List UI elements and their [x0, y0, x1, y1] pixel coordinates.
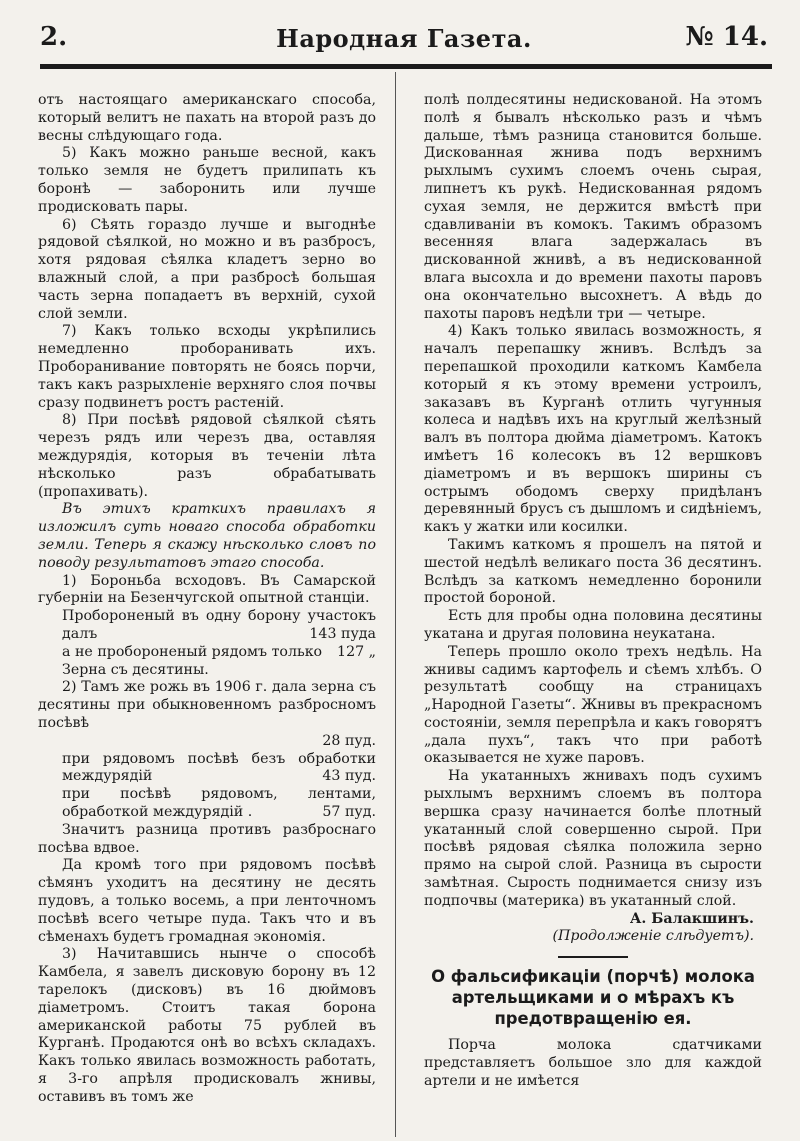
paragraph: Да кромѣ того при рядовомъ посѣвѣ сѣмянъ уходитъ на десятину не десять пудовъ, а только восемь, а при ленточномъ посѣвѣ всего четыре пуда. Такъ что и въ сѣменахъ будетъ громадная экономія.	[38, 857, 376, 945]
paragraph: 1) Бороньба всходовъ. Въ Самарской губерніи на Безенчугской опытной станціи.	[38, 572, 376, 607]
continuation-note: (Продолженіе слѣдуетъ).	[552, 928, 754, 945]
paragraph: 6) Сѣять гораздо лучше и выгоднѣе рядовой сѣялкой, но можно и въ разбросъ, хотя рядовая сѣялка кладетъ зерно во влажный слой, а при разбросѣ большая часть зерна попадаетъ въ верхній, сухой слой земли.	[38, 216, 376, 322]
paragraph: 4) Какъ только явилась возможность, я началъ перепашку жнивъ. Вслѣдъ за перепашкой проходили каткомъ Камбела который я къ этому времени устроилъ, заказавъ въ Курганѣ отлить чугунныя колеса и надѣвъ ихъ на круглый желѣзный валъ въ полтора дюйма діаметромъ. Катокъ имѣетъ 16 колесокъ въ 12 вершковъ діаметромъ и въ вершокъ ширины съ острымъ ободомъ сверху придѣланъ деревянный брусъ съ дышломъ и сидѣніемъ, какъ у жатки или косилки.	[424, 323, 762, 536]
paragraph: Теперь прошло около трехъ недѣль. На жнивы садимъ картофель и сѣемъ хлѣбъ. О результатѣ сообщу на страницахъ „Народной Газеты“. Жнивы въ прекрасномъ состояніи, земля перепрѣла и какъ говорятъ „дала пухъ“, такъ что при работѣ оказывается не хуже паровъ.	[424, 643, 762, 767]
column-divider	[395, 72, 396, 1137]
paragraph: 2) Тамъ же рожь въ 1906 г. дала зерна съ десятины при обыкновенномъ разбросномъ посѣвѣ	[38, 679, 376, 731]
paragraph: 8) При посѣвѣ рядовой сѣялкой сѣять черезъ рядъ или черезъ два, оставляя междурядія, которыя въ теченіи лѣта нѣсколько разъ обрабатывать (пропахивать).	[38, 412, 376, 500]
paragraph: Порча молока сдатчиками представляетъ большое зло для каждой артели и не имѣется	[424, 1037, 762, 1089]
newspaper-title: Народная Газета.	[276, 24, 532, 53]
header-rule	[40, 64, 772, 69]
paragraph: 5) Какъ можно раньше весной, какъ только земля не будетъ прилипать къ боронѣ — заборонить или лучше продисковать пары.	[38, 145, 376, 215]
yield-row: при рядовомъ посѣвѣ безъ обработки междурядій 43 пуд.	[62, 750, 376, 785]
page-number: 2.	[40, 22, 68, 52]
right-column	[424, 92, 762, 1091]
yield-row: а не пробороненый рядомъ только 127 „	[62, 643, 376, 660]
page-header	[40, 22, 768, 62]
paragraph: На укатанныхъ жнивахъ подъ сухимъ рыхлымъ верхнимъ слоемъ въ полтора вершка сразу начинается болѣе плотный укатанный слой совершенно сырой. При посѣвѣ рядовая сѣялка положила зерно прямо на сырой слой. Разница въ сырости замѣтная. Сырость поднимается снизу изъ подпочвы (материка) въ укатанный слой.	[424, 768, 762, 909]
author-signature: А. Балакшинъ.	[629, 910, 754, 927]
article-title: О фальсификаціи (порчѣ) молока артельщиками и о мѣрахъ къ предотвращенію ея.	[431, 967, 755, 1029]
issue-number: № 14.	[685, 22, 768, 52]
paragraph: 3) Начитавшись нынче о способѣ Камбела, я завелъ дисковую борону въ 12 тарелокъ (дисковъ) въ 16 дюймовъ діаметромъ. Стоитъ такая борона американской работы 75 рублей въ Курганѣ. Продаются онѣ во всѣхъ складахъ. Какъ только явилась возможность работать, я 3-го апрѣля продисковалъ жнивы, оставивъ въ томъ же	[38, 946, 376, 1105]
article-separator	[558, 956, 628, 958]
yield-row: 28 пуд.	[38, 733, 376, 751]
yield-row: Зерна съ десятины.	[62, 661, 209, 678]
paragraph: Есть для пробы одна половина десятины укатана и другая половина неукатана.	[424, 608, 762, 642]
paragraph: Значитъ разница противъ разброснаго посѣва вдвое.	[38, 821, 376, 856]
paragraph: отъ настоящаго американскаго способа, который велитъ не пахать на второй разъ до весны слѣдующаго года.	[38, 92, 376, 144]
paragraph: Въ этихъ краткихъ правилахъ я изложилъ суть новаго способа обработки земли. Теперь я скажу нѣсколько словъ по поводу результатовъ этаго способа.	[38, 501, 376, 571]
yield-row: при посѣвѣ рядовомъ, лентами, обработкой междурядій . 57 пуд.	[62, 786, 376, 821]
paragraph: 7) Какъ только всходы укрѣпились немедленно проборанивать ихъ. Проборанивание повторять не боясь порчи, такъ какъ разрыхленіе верхняго слоя почвы сразу подвинетъ ростъ растеній.	[38, 323, 376, 411]
left-column	[38, 92, 376, 1107]
yield-row: Пробороненый въ одну борону участокъ далъ 143 пуда	[62, 608, 376, 642]
paragraph: полѣ полдесятины недискованой. На этомъ полѣ я бывалъ нѣсколько разъ и чѣмъ дальше, тѣмъ разница становится больше. Дискованная жнива подъ верхнимъ рыхлымъ сухимъ слоемъ очень сырая, липнетъ къ рукѣ. Недискованная рядомъ сухая земля, не держится вмѣстѣ при сдавливаніи въ комокъ. Такимъ образомъ весенняя влага задержалась въ дискованной жнивѣ, а въ недискованной влага высохла и до времени пахоты паровъ она окончательно высохнетъ. А вѣдь до пахоты паровъ недѣли три — четыре.	[424, 92, 762, 322]
paragraph: Такимъ каткомъ я прошелъ на пятой и шестой недѣлѣ великаго поста 36 десятинъ. Вслѣдъ за каткомъ немедленно боронили простой бороной.	[424, 536, 762, 607]
